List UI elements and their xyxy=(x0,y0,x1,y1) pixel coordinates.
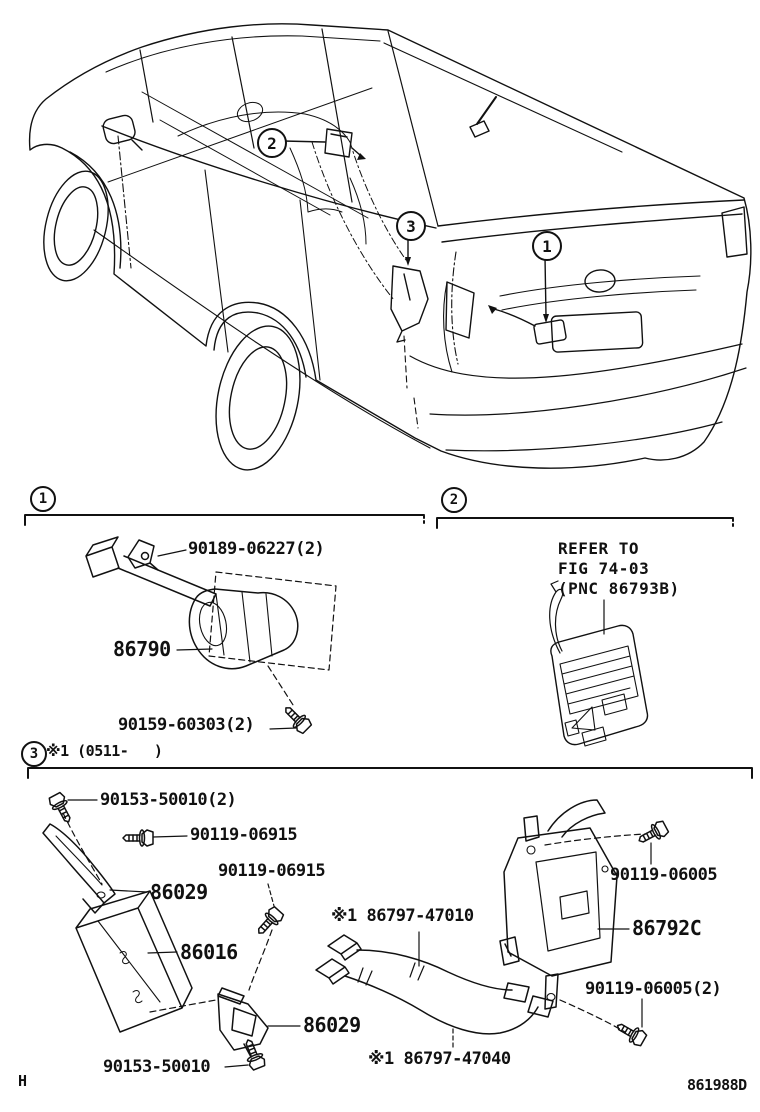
part-label-86797-47010: ※1 86797-47010 xyxy=(331,906,474,926)
callout-number: 3 xyxy=(29,746,39,762)
part-label-90119-06915-b: 90119-06915 xyxy=(218,861,326,881)
section-2-callout xyxy=(441,487,467,513)
refer-note-line1: REFER TO xyxy=(558,539,640,558)
part-label-86029-a: 86029 xyxy=(150,880,208,904)
refer-note-line3: (PNC 86793B) xyxy=(558,579,680,598)
part-label-90119-06915-a: 90119-06915 xyxy=(190,825,298,845)
section1-camera-drawing xyxy=(86,537,336,735)
part-label-86016: 86016 xyxy=(180,940,238,964)
callout-number: 2 xyxy=(449,492,459,508)
bolt-icon xyxy=(48,792,76,826)
screw-icon xyxy=(280,702,313,735)
bolt-icon xyxy=(635,820,669,848)
screw-icon xyxy=(123,830,153,846)
section2-plate-drawing xyxy=(550,581,648,746)
callout-number: 2 xyxy=(267,133,277,153)
clip-icon xyxy=(128,540,158,570)
part-label-90119-06005-b: 90119-06005(2) xyxy=(585,979,722,999)
car-callout-2 xyxy=(257,128,287,158)
figure-code: 861988D xyxy=(687,1076,747,1094)
variant-note: ※1 (0511- ) xyxy=(46,742,163,760)
footer-page-letter: H xyxy=(18,1072,27,1090)
camera-location-marker xyxy=(488,257,567,344)
part-label-90159-60303: 90159-60303(2) xyxy=(118,715,255,735)
part-label-90153-50010: 90153-50010 xyxy=(103,1057,211,1077)
amplifier-location-marker xyxy=(391,237,428,342)
refer-note-line2: FIG 74-03 xyxy=(558,559,650,578)
part-label-90153-50010-2: 90153-50010(2) xyxy=(100,790,237,810)
side-mirror xyxy=(102,114,142,150)
callout-number: 3 xyxy=(406,216,416,236)
callout-number: 1 xyxy=(542,236,552,256)
part-label-90119-06005-a: 90119-06005 xyxy=(610,865,718,885)
part-label-86792C: 86792C xyxy=(632,916,702,940)
part-label-86797-47040: ※1 86797-47040 xyxy=(368,1049,511,1069)
car-callout-3 xyxy=(396,211,426,241)
callout-number: 1 xyxy=(38,491,48,507)
section-3-callout xyxy=(21,741,47,767)
part-label-86029-b: 86029 xyxy=(303,1013,361,1037)
part-label-86790: 86790 xyxy=(113,637,171,661)
part-label-90189-06227: 90189-06227(2) xyxy=(188,539,325,559)
screw-icon xyxy=(253,905,285,938)
section-1-callout xyxy=(30,486,56,512)
roof-antenna xyxy=(470,97,496,137)
vehicle-illustration xyxy=(30,24,751,478)
car-callout-1 xyxy=(532,231,562,261)
radio-location-marker xyxy=(283,129,366,160)
